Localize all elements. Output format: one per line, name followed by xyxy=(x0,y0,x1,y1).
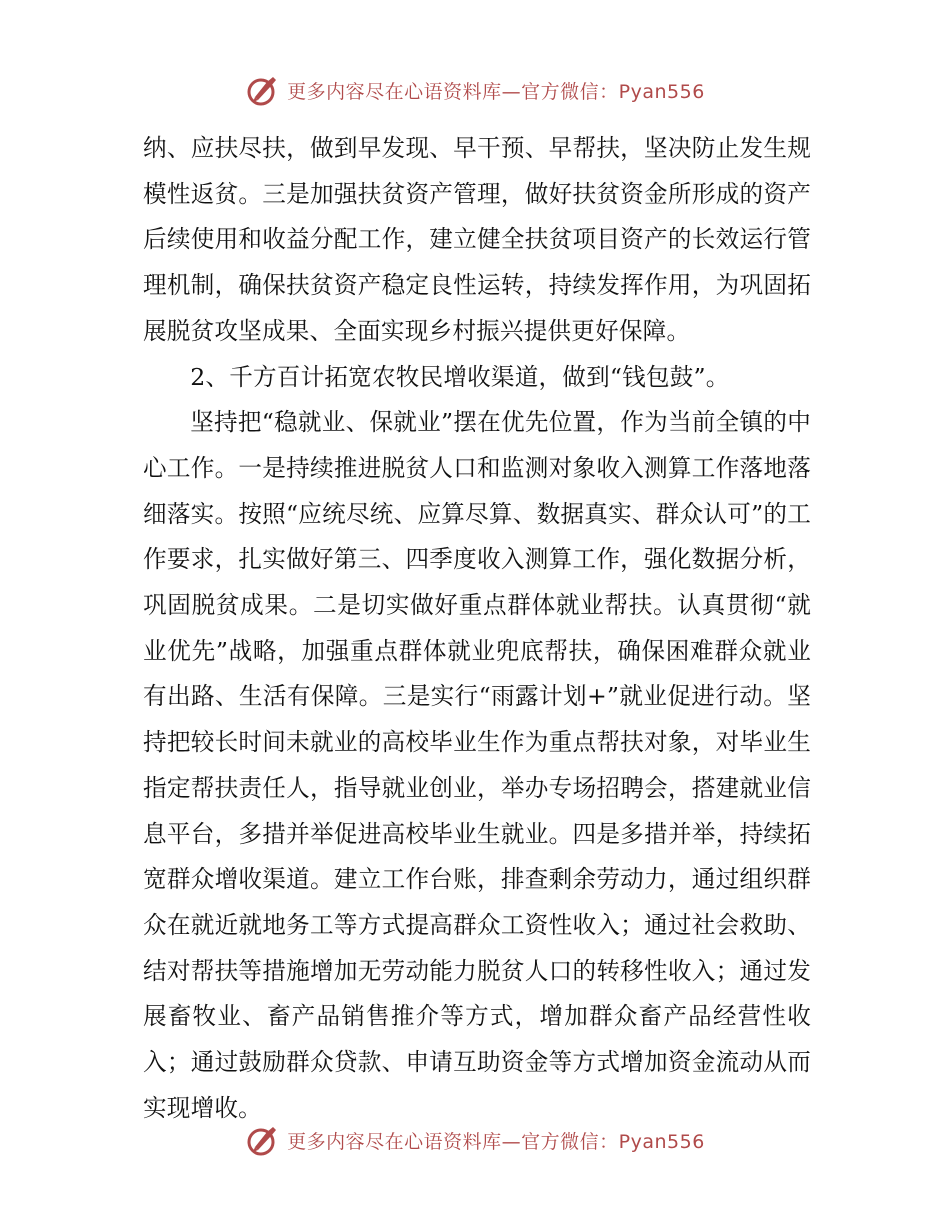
footer-watermark xyxy=(0,1120,950,1160)
document-body xyxy=(143,126,811,1131)
watermark-text: 更多内容尽在心语资料库—官方微信：Pyan556 xyxy=(287,80,705,103)
paragraph-body: 坚持把“稳就业、保就业”摆在优先位置，作为当前全镇的中心工作。一是持续推进脱贫人口和监测对象收入测算工作落地落细落实。按照“应统尽统、应算尽算、数据真实、群众认可”的工作要求，扎实做好第三、四季度收入测算工作，强化数据分析，巩固脱贫成果。二是切实做好重点群体就业帮扶。认真贯彻“就业优先”战略，加强重点群体就业兜底帮扶，确保困难群众就业有出路、生活有保障。三是实行“雨露计划+”就业促进行动。坚持把较长时间未就业的高校毕业生作为重点帮扶对象，对毕业生指定帮扶责任人，指导就业创业，举办专场招聘会，搭建就业信息平台，多措并举促进高校毕业生就业。四是多措并举，持续拓宽群众增收渠道。建立工作台账，排查剩余劳动力，通过组织群众在就近就地务工等方式提高群众工资性收入；通过社会救助、结对帮扶等措施增加无劳动能力脱贫人口的转移性收入；通过发展畜牧业、畜产品销售推介等方式，增加群众畜产品经营性收入；通过鼓励群众贷款、申请互助资金等方式增加资金流动从而实现增收。 xyxy=(143,408,811,1122)
header-watermark xyxy=(0,70,950,110)
pen-nib-logo-icon xyxy=(245,73,281,107)
watermark-text: 更多内容尽在心语资料库—官方微信：Pyan556 xyxy=(287,1130,705,1153)
paragraph-continuation: 纳、应扶尽扶，做到早发现、早干预、早帮扶，坚决防止发生规模性返贫。三是加强扶贫资产管理，做好扶贫资金所形成的资产后续使用和收益分配工作，建立健全扶贫项目资产的长效运行管理机制，确保扶贫资产稳定良性运转，持续发挥作用，为巩固拓展脱贫攻坚成果、全面实现乡村振兴提供更好保障。 xyxy=(143,134,811,345)
pen-nib-logo-icon xyxy=(245,1123,281,1157)
section-heading: 2、千方百计拓宽农牧民增收渠道，做到“钱包鼓”。 xyxy=(190,362,730,391)
